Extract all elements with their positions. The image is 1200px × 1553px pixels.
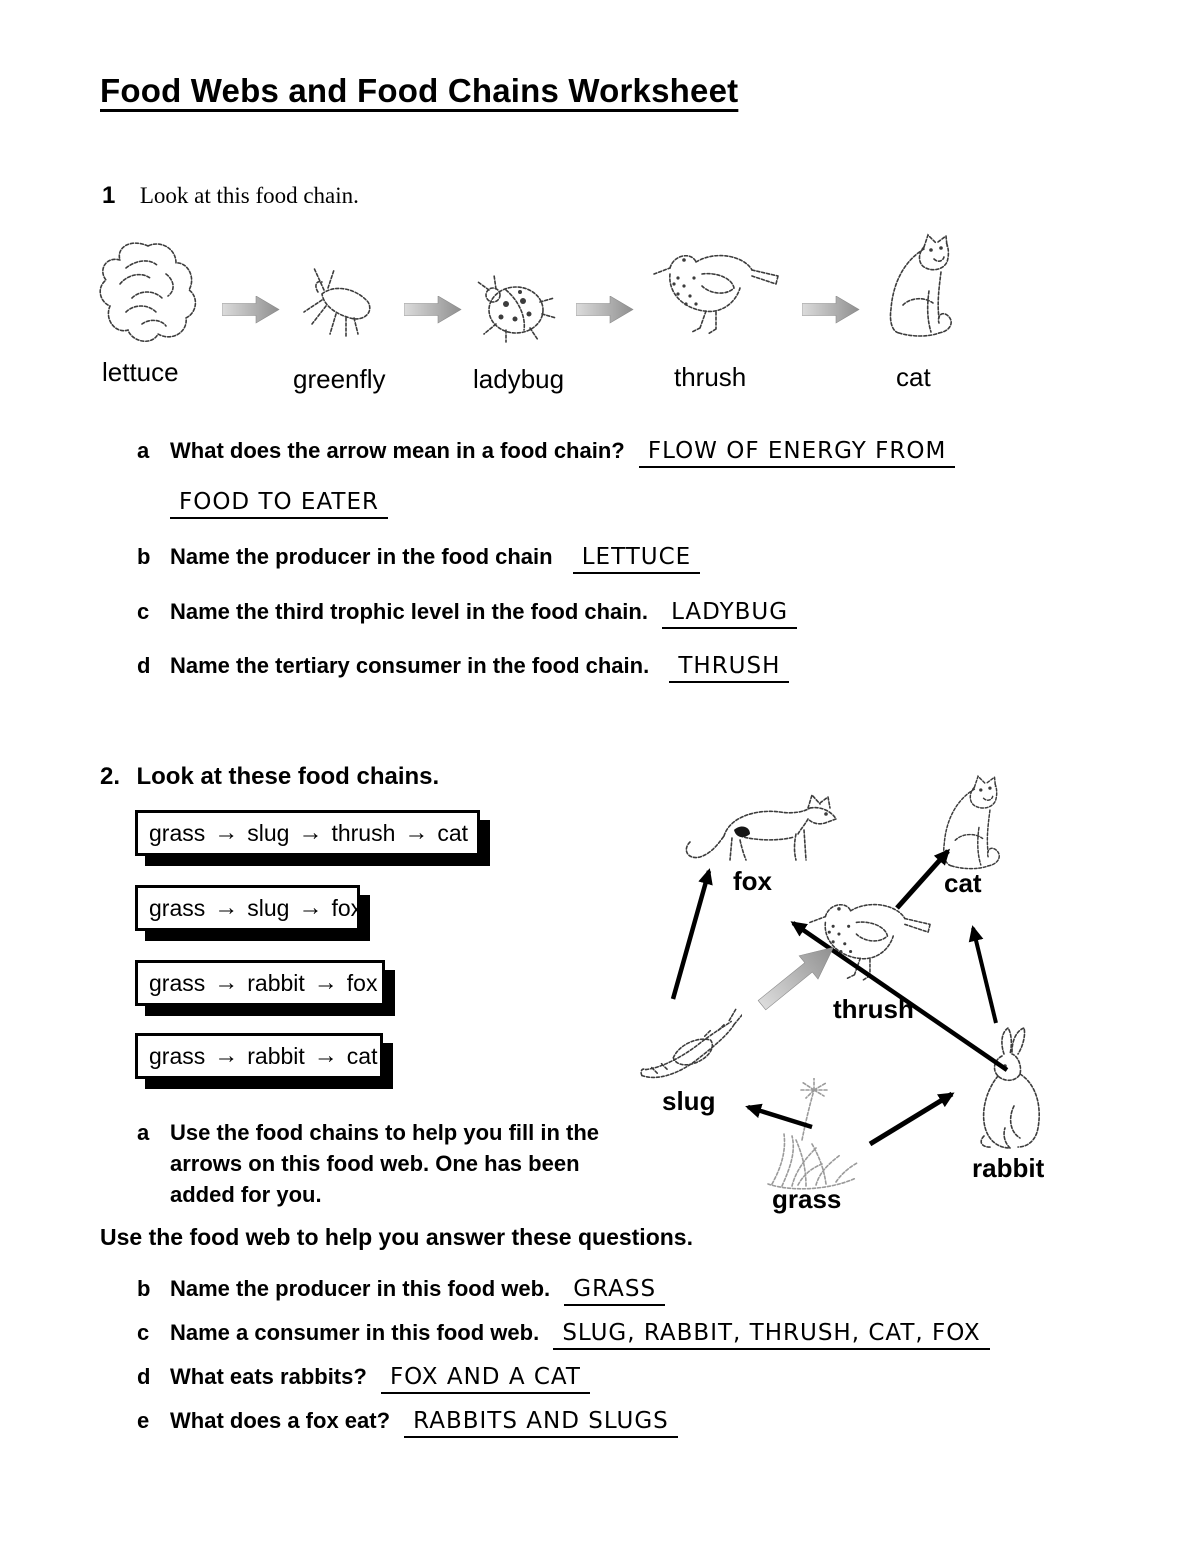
chain-label-greenfly: greenfly <box>293 364 386 394</box>
q2-prompt: Look at these food chains. <box>136 763 440 790</box>
web-label-fox: fox <box>733 866 772 896</box>
q1d-row <box>170 653 789 683</box>
food-chain-arrow-icon <box>222 296 280 324</box>
q1d-answer: THRUSH <box>669 653 789 683</box>
q2a-line2: arrows on this food web. One has been <box>170 1151 580 1176</box>
food-chain-box-3 <box>135 960 385 1006</box>
q2-heading <box>100 763 439 791</box>
q1a-answer-line1: FLOW OF ENERGY FROM <box>639 438 955 468</box>
food-chain-arrow-icon <box>802 296 860 324</box>
q2b-answer: GRASS <box>564 1276 665 1306</box>
arrow-glyph: → <box>313 1042 338 1069</box>
chain-term: cat <box>346 1042 378 1069</box>
q2e-letter: e <box>137 1408 150 1433</box>
arrow-rabbit-to-cat <box>973 928 996 1023</box>
arrow-glyph: → <box>313 969 338 996</box>
q1b-letter: b <box>137 544 151 569</box>
q1d-text: Name the tertiary consumer in the food chain. <box>170 653 650 678</box>
chain-term: rabbit <box>247 1042 305 1069</box>
chain-term: grass <box>149 819 206 846</box>
chain-term: rabbit <box>247 969 305 996</box>
q1-prompt: Look at this food chain. <box>139 183 359 208</box>
q2c-row <box>170 1320 990 1350</box>
q1-heading <box>102 182 359 210</box>
chain-term: fox <box>331 894 363 921</box>
q2b-letter: b <box>137 1276 151 1301</box>
q2d-letter: d <box>137 1364 151 1389</box>
chain-term: grass <box>149 894 206 921</box>
q1c-text: Name the third trophic level in the food chain. <box>170 599 648 624</box>
chain-label-lettuce: lettuce <box>102 357 179 387</box>
web-label-thrush: thrush <box>833 994 914 1024</box>
chain-term: cat <box>437 819 469 846</box>
food-chain-box-4 <box>135 1033 383 1079</box>
greenfly-drawing <box>288 262 384 347</box>
web-label-cat: cat <box>944 868 982 898</box>
ladybug-drawing <box>470 268 562 349</box>
q2c-letter: c <box>137 1320 150 1345</box>
chain-label-ladybug: ladybug <box>473 364 565 394</box>
web-label-slug: slug <box>662 1086 716 1116</box>
q1c-letter: c <box>137 599 150 624</box>
chain-term: grass <box>149 969 206 996</box>
food-web-instruction: Use the food web to help you answer these questions. <box>100 1224 693 1250</box>
lettuce-drawing <box>96 236 202 353</box>
food-chain-arrow-icon <box>404 296 462 324</box>
food-chain-arrow-icon <box>576 296 634 324</box>
q2d-row <box>170 1364 590 1394</box>
web-label-grass: grass <box>772 1184 842 1214</box>
q1b-row <box>170 544 700 574</box>
q2d-text: What eats rabbits? <box>170 1364 367 1389</box>
q1a-text: What does the arrow mean in a food chain? <box>170 438 625 463</box>
q1a-letter: a <box>137 438 150 463</box>
arrow-slug-to-fox <box>673 871 709 999</box>
chain-term: slug <box>247 894 290 921</box>
page-title: Food Webs and Food Chains Worksheet <box>100 72 739 109</box>
q2e-answer: RABBITS AND SLUGS <box>404 1408 678 1438</box>
chain-term: grass <box>149 1042 206 1069</box>
food-chain-box-1 <box>135 810 480 856</box>
q2d-answer: FOX AND A CAT <box>381 1364 590 1394</box>
arrow-rabbit-to-fox <box>793 923 1007 1070</box>
q2c-answer: SLUG, RABBIT, THRUSH, CAT, FOX <box>553 1320 989 1350</box>
q2b-row <box>170 1276 665 1306</box>
chain-term: thrush <box>331 819 396 846</box>
cat-drawing <box>882 233 952 342</box>
arrow-grass-to-slug <box>748 1107 812 1127</box>
chain-label-thrush: thrush <box>674 362 747 392</box>
q1-number: 1 <box>102 182 116 209</box>
q2a-line3: added for you. <box>170 1182 322 1207</box>
q1c-answer: LADYBUG <box>662 599 797 629</box>
thrush-drawing <box>650 238 780 343</box>
q1b-text: Name the producer in the food chain <box>170 544 553 569</box>
food-web-arrows <box>600 750 1070 1230</box>
q2a-letter: a <box>137 1120 150 1145</box>
q1a-row <box>170 438 955 468</box>
arrow-glyph: → <box>404 819 429 846</box>
q1c-row <box>170 599 797 629</box>
chain-term: fox <box>346 969 378 996</box>
food-chain-box-2 <box>135 885 363 931</box>
q2e-text: What does a fox eat? <box>170 1408 391 1433</box>
arrow-thrush-to-cat <box>897 851 948 908</box>
q2-number: 2. <box>100 763 121 790</box>
arrow-glyph: → <box>298 819 323 846</box>
arrow-glyph: → <box>214 894 239 921</box>
arrow-grass-to-rabbit <box>870 1094 952 1144</box>
q1a-row2 <box>170 489 388 519</box>
q2b-text: Name the producer in this food web. <box>170 1276 551 1301</box>
chain-label-cat: cat <box>896 362 931 392</box>
q2c-text: Name a consumer in this food web. <box>170 1320 540 1345</box>
q1d-letter: d <box>137 653 151 678</box>
q1b-answer: LETTUCE <box>573 544 700 574</box>
arrow-glyph: → <box>214 1042 239 1069</box>
web-label-rabbit: rabbit <box>972 1153 1045 1183</box>
q2e-row <box>170 1408 678 1438</box>
arrow-glyph: → <box>214 969 239 996</box>
chain-term: slug <box>247 819 290 846</box>
q1a-answer-line2: FOOD TO EATER <box>170 489 388 519</box>
q2a-line1: Use the food chains to help you fill in the <box>170 1120 600 1145</box>
arrow-glyph: → <box>214 819 239 846</box>
arrow-glyph: → <box>298 894 323 921</box>
